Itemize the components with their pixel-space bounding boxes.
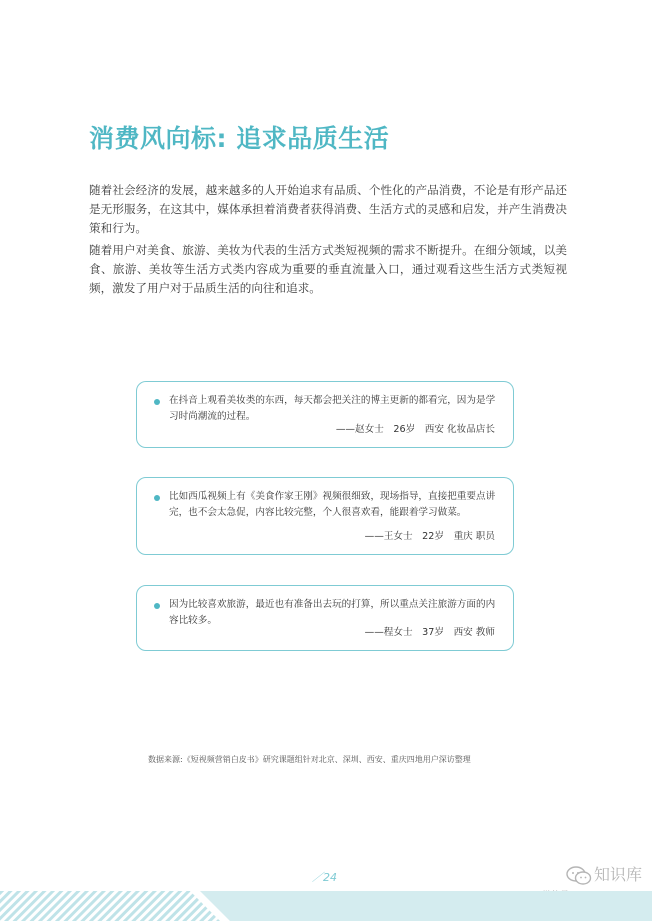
quote-text: 因为比较喜欢旅游，最近也有准备出去玩的打算，所以重点关注旅游方面的内容比较多。 bbox=[169, 599, 496, 626]
quote-card bbox=[136, 477, 514, 555]
watermark-name: 知识库 bbox=[594, 865, 643, 884]
page-title: 消费风向标: 追求品质生活 bbox=[89, 124, 390, 153]
data-source-note: 数据来源:《短视频营销白皮书》研究课题组针对北京、深圳、西安、重庆四地用户深访整理 bbox=[148, 755, 471, 764]
intro-paragraph-2: 随着用户对美食、旅游、美妆为代表的生活方式类短视频的需求不断提升。在细分领域，以美食、旅游、美妆等生活方式类内容成为重要的垂直流量入口，通过观看这些生活方式类短视频，激发了用户对于品质生活的向往和追求。 bbox=[89, 243, 567, 295]
wechat-icon bbox=[566, 866, 592, 886]
quote-card bbox=[136, 585, 514, 651]
footer-decoration bbox=[0, 891, 652, 921]
quote-attribution: ——程女士 37岁 西安 教师 bbox=[364, 627, 495, 638]
quote-attribution: ——赵女士 26岁 西安 化妆品店长 bbox=[335, 424, 495, 435]
quote-card bbox=[136, 381, 514, 448]
bullet-dot-icon bbox=[154, 495, 160, 501]
quote-text: 在抖音上观看美妆类的东西，每天都会把关注的博主更新的都看完，因为是学习时尚潮流的过程。 bbox=[169, 395, 496, 422]
intro-paragraph-1: 随着社会经济的发展，越来越多的人开始追求有品质、个性化的产品消费，不论是有形产品还是无形服务，在这其中，媒体承担着消费者获得消费、生活方式的灵感和启发，并产生消费决策和行为。 bbox=[89, 183, 567, 235]
bullet-dot-icon bbox=[154, 399, 160, 405]
quote-text: 比如西瓜视频上有《美食作家王刚》视频很细致，现场指导，直接把重要点讲完，也不会太急促，内容比较完整，个人很喜欢看，能跟着学习做菜。 bbox=[169, 491, 496, 518]
quote-attribution: ——王女士 22岁 重庆 职员 bbox=[364, 531, 495, 542]
page-number: ／24 bbox=[312, 871, 337, 884]
bullet-dot-icon bbox=[154, 603, 160, 609]
